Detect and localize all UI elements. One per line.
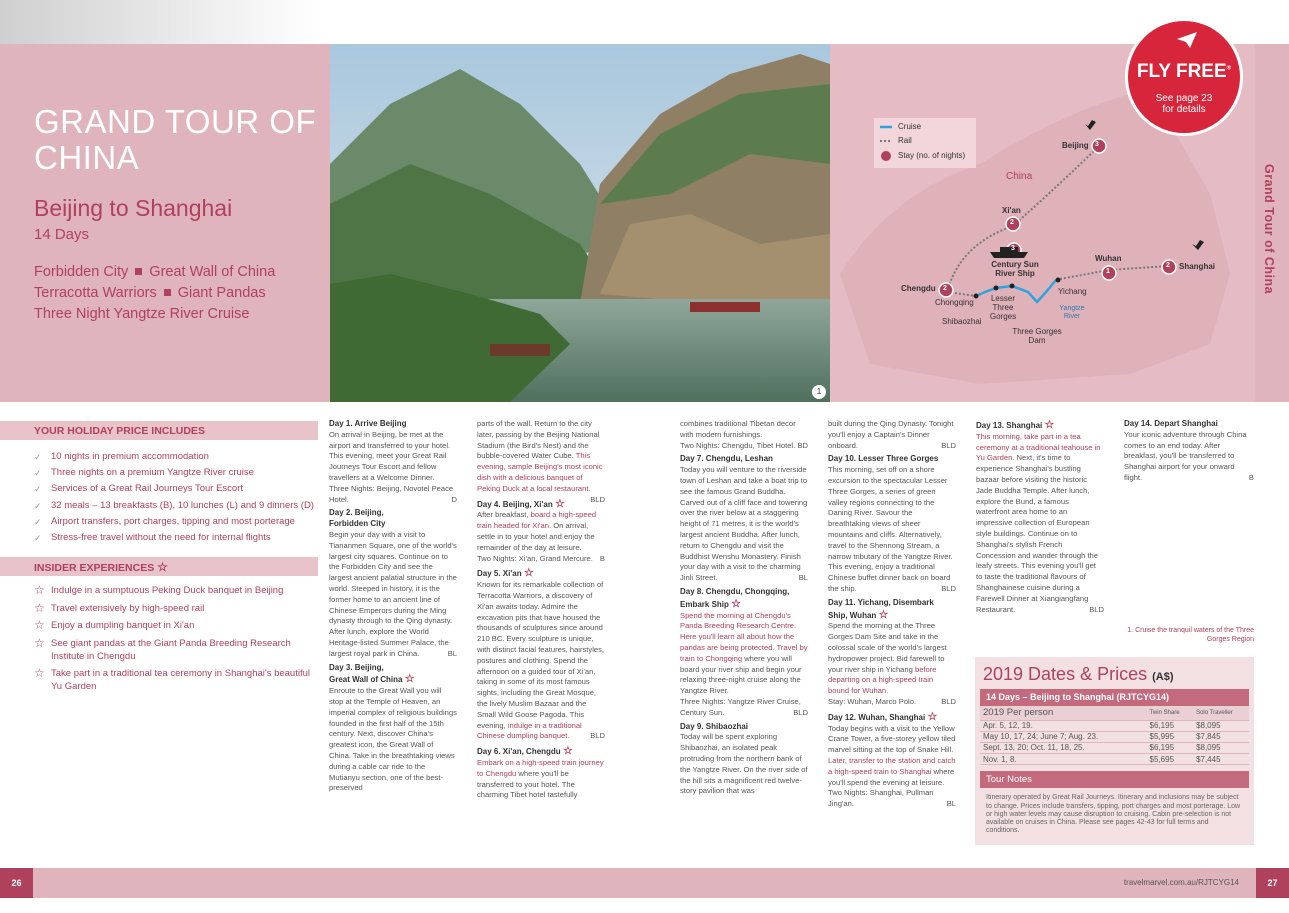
table-row: Sept. 13, 20; Oct. 11, 18, 25. $6,195 $8,095 xyxy=(980,742,1249,753)
fly-free-badge[interactable] xyxy=(1125,18,1243,136)
day-text: combines traditional Tibetan decor with modern furnishings. xyxy=(680,419,796,439)
day-text: Begin your day with a visit to Tiananmen Square, one of the world's largest city squares. Continue on to the Forbidden City and see the largest ancient palatial structure in the world. Steeped in history, it is the former home to an ancient line of Chinese Emperors during the Ming dynasty through to the Qing dynasty. After lunch, explore the World Heritage-listed Summer Palace, the largest royal park in China. BL xyxy=(329,529,457,658)
star-icon: ☆ xyxy=(731,597,742,610)
col-twin: Twin Share xyxy=(1147,706,1194,720)
itinerary-column-4 xyxy=(828,419,956,810)
route-subtitle: Beijing to Shanghai xyxy=(34,195,233,221)
day-heading: Day 11. Yichang, Disembark Ship, Wuhan ☆ xyxy=(828,597,934,621)
meals: B xyxy=(1248,472,1254,482)
photo-number-badge: 1 xyxy=(812,385,826,399)
city-chongqing: Chongqing xyxy=(935,298,974,307)
day-text: Spend the morning at Chengdu's Panda Breeding Research Centre. Here you'll learn all about how the pandas are being protected. Travel by train to Chongqing where you will board your river ship and begin your relaxing three-night cruise along the Yangtze River. xyxy=(680,610,808,696)
star-icon: ☆ xyxy=(34,600,45,615)
day-heading: Day 12. Wuhan, Shanghai ☆ xyxy=(828,710,938,723)
day-heading: Day 9. Shibaozhai xyxy=(680,721,749,731)
star-icon: ☆ xyxy=(1044,419,1055,431)
day-heading: Day 4. Beijing, Xi'an ☆ xyxy=(477,497,565,510)
itinerary-column-2 xyxy=(477,419,605,801)
day-text: Today will be spent exploring Shibaozhai, an isolated peak protruding from the northern bank of the Yangtze River. On the river side of the hill sits a magnificent red twelve-story pavilion that was xyxy=(680,732,808,796)
highlight: Giant Pandas xyxy=(177,285,266,301)
col-solo: Solo Traveller xyxy=(1193,706,1249,720)
day-text: Your iconic adventure through China comes to an end today. After breakfast, you'll be transferred to Shanghai airport for your onward flight. B xyxy=(1124,429,1254,482)
nights-wuhan: 1 xyxy=(1106,268,1110,275)
day-heading: Day 5. Xi'an ☆ xyxy=(477,567,534,580)
day-heading: Day 2. Beijing, Forbidden City xyxy=(329,508,386,529)
highlights-line-1 xyxy=(34,264,275,280)
highlight: Terracotta Warriors xyxy=(34,285,157,301)
day-text: After breakfast, board a high-speed train headed for Xi'an. On arrival, settle in to your hotel and enjoy the remainder of the day at leisure. xyxy=(477,510,597,552)
tour-code-bar: 14 Days – Beijing to Shanghai (RJTCYG14) xyxy=(980,689,1249,706)
side-tab xyxy=(1255,44,1289,402)
highlights-line-2 xyxy=(34,285,266,301)
lesser-three-gorges-label: Lesser Three Gorges xyxy=(989,294,1017,321)
gorge-photo xyxy=(330,44,830,402)
star-icon: ☆ xyxy=(562,745,573,758)
city-shibaozhai: Shibaozhai xyxy=(942,317,982,326)
itinerary-column-3 xyxy=(680,419,808,797)
day-stay: Stay: Wuhan, Marco Polo. BLD xyxy=(828,696,956,706)
paper-plane-icon xyxy=(1176,31,1198,49)
list-item: ☆ Take part in a traditional tea ceremony in Shanghai's beautiful Yu Garden xyxy=(34,666,311,692)
city-wuhan: Wuhan xyxy=(1095,254,1122,263)
highlight: Forbidden City xyxy=(34,264,129,280)
footer-bar xyxy=(0,868,1289,898)
meals: BL xyxy=(946,799,956,809)
day-text: Today begins with a visit to the Yellow Crane Tower, a five-storey yellow tiled marvel sitting at the top of Snake Hill. Later, transfer to the station and catch a high-speed train to Shanghai where you'll spend the evening at leisure. xyxy=(828,723,956,787)
table-header-row xyxy=(980,706,1249,720)
list-item: ☆ Enjoy a dumpling banquet in Xi'an xyxy=(34,618,195,632)
list-item: ✓ Stress-free travel without the need for internal flights xyxy=(34,530,319,546)
star-icon: ☆ xyxy=(878,608,889,621)
itinerary-column-1 xyxy=(329,419,457,794)
day-text: Enroute to the Great Wall you will stop at the Temple of Heaven, an imperial complex of religious buildings founded in the first half of the 15th century. Next, discover China's greatest icon, the Great Wall of China. Take in the breathtaking views during a cable car ride to the Mutianyu section, one of the best-preserved xyxy=(329,686,457,793)
star-icon: ☆ xyxy=(34,618,45,632)
page-number-right: 27 xyxy=(1256,868,1289,898)
footer-url[interactable]: travelmarvel.com.au/RJTCYG14 xyxy=(1123,878,1239,887)
day-heading: Day 14. Depart Shanghai xyxy=(1124,419,1218,428)
insider-heading: INSIDER EXPERIENCES ☆ xyxy=(0,557,318,576)
day-text: On arrival in Beijing, be met at the airport and transferred to your hotel. This evening, meet your Great Rail Journeys Tour Escort and fellow travellers at a Welcome Dinner. xyxy=(329,429,451,482)
day-text: Embark on a high-speed train journey to Chengdu where you'll be transferred to your hotel. The charming Tibet hotel tastefully xyxy=(477,757,604,800)
list-item: ☆ Indulge in a sumptuous Peking Duck banquet in Beijing xyxy=(34,583,284,597)
prices-title: 2019 Dates & Prices (A$) xyxy=(983,664,1174,684)
page-title: GRAND TOUR OF CHINA xyxy=(34,103,317,176)
top-gradient xyxy=(0,0,320,44)
meals: B xyxy=(599,553,605,563)
ship-label: Century Sun River Ship xyxy=(991,260,1039,278)
city-shanghai: Shanghai xyxy=(1179,262,1216,271)
day-heading: Day 10. Lesser Three Gorges xyxy=(828,454,939,464)
photo-caption: 1. Cruise the tranquil waters of the Three Gorges Region xyxy=(1127,627,1254,643)
side-tab-label: Grand Tour of China xyxy=(1262,164,1276,295)
day-heading: Day 3. Beijing, Great Wall of China ☆ xyxy=(329,662,415,686)
day-text: built during the Qing Dynasty. Tonight you'll enjoy a Captain's Dinner onboard. BLD xyxy=(828,419,956,450)
nights-xian: 2 xyxy=(1010,219,1014,226)
price-table xyxy=(980,706,1249,765)
day-stay: Two Nights: Chengdu, Tibet Hotel. BD xyxy=(680,440,808,450)
list-item: ✓ Airport transfers, port charges, tipping and most porterage xyxy=(34,514,319,530)
star-icon: ☆ xyxy=(34,635,45,650)
nights-ship: 3 xyxy=(1011,245,1015,252)
meals: BLD xyxy=(590,731,605,741)
page-number-left: 26 xyxy=(0,868,33,898)
nights-chengdu: 2 xyxy=(943,285,947,292)
fly-free-title: FLY FREE® xyxy=(1136,61,1232,82)
meals: BLD xyxy=(941,583,956,593)
star-icon: ☆ xyxy=(404,673,415,686)
star-icon: ☆ xyxy=(927,710,938,723)
duration: 14 Days xyxy=(34,226,90,243)
day-text: Known for its remarkable collection of Terracotta Warriors, a discovery of Xi'an awaits today. Admire the excavation pits that have housed the thousands of sculptures since around 210 BC. Every sculpture is unique, with distinct facial features, hairstyles, postures and clothing. Spend the afternoon on a guided tour of Xi'an, taking in some of its most famous sights, including the Great Mosque, the lively Muslim Bazaar and the Small Wild Goose Pagoda. This evening, indulge in a traditional Chinese dumpling banquet. BLD xyxy=(477,580,605,741)
meals: BL xyxy=(447,648,457,658)
day-stay: Two Nights: Shanghai, Pullman Jing'an. BL xyxy=(828,788,956,809)
meals: BLD xyxy=(1089,604,1104,614)
nights-beijing: 3 xyxy=(1095,141,1099,148)
tour-notes-heading: Tour Notes xyxy=(980,771,1249,788)
day-heading: Day 6. Xi'an, Chengdu ☆ xyxy=(477,745,573,758)
day-heading: Day 8. Chengdu, Chongqing, Embark Ship ☆ xyxy=(680,586,790,610)
table-row: May 10, 17, 24; June 7; Aug. 23. $5,995 $7,845 xyxy=(980,731,1249,742)
star-icon: ☆ xyxy=(157,560,168,574)
nights-shanghai: 2 xyxy=(1166,262,1170,269)
meals: BLD xyxy=(590,494,605,504)
square-bullet-icon xyxy=(164,289,171,296)
list-item: ✓ 10 nights in premium accommodation xyxy=(34,449,319,465)
day-heading: Day 1. Arrive Beijing xyxy=(329,419,407,428)
meals: D xyxy=(451,494,457,504)
includes-heading: YOUR HOLIDAY PRICE INCLUDES xyxy=(0,421,318,440)
day-stay: Three Nights: Yangtze River Cruise, Century Sun. BLD xyxy=(680,696,808,717)
table-row: Apr. 5, 12, 19. $6,195 $8,095 xyxy=(980,720,1249,731)
star-icon: ☆ xyxy=(523,567,534,580)
meals: BLD xyxy=(941,440,956,450)
star-icon: ☆ xyxy=(554,497,565,510)
highlights-line-3: Three Night Yangtze River Cruise xyxy=(34,306,250,322)
list-item: ☆ Travel extensively by high-speed rail xyxy=(34,600,205,615)
day-stay: Two Nights: Xi'an, Grand Mercure. B xyxy=(477,553,605,563)
river-label: Yangtze River xyxy=(1059,305,1085,320)
city-yichang: Yichang xyxy=(1058,287,1087,296)
fly-free-note: See page 23 for details xyxy=(1155,93,1213,115)
day-text: This morning, set off on a shore excursion to the spectacular Lesser Three Gorges, a series of green valley regions connecting to the Daning River. Savour the breathtaking views of sheer mountains and cliffs. Alternatively, travel to the Shennong Stream, a narrow tributary of the Yangtze River. This evening, enjoy a traditional Chinese buffet dinner back on board the ship. BLD xyxy=(828,465,956,593)
city-chengdu: Chengdu xyxy=(901,284,936,293)
list-item: ✓ 32 meals – 13 breakfasts (B), 10 lunches (L) and 9 dinners (D) xyxy=(34,498,319,514)
dam-label: Three Gorges Dam xyxy=(1012,327,1062,345)
includes-list xyxy=(34,449,319,546)
itinerary-column-6 xyxy=(1124,419,1254,484)
prices-box xyxy=(975,657,1254,845)
itinerary-column-5 xyxy=(976,419,1104,615)
tour-notes: Itinerary operated by Great Rail Journeys. Itinerary and inclusions may be subject to change. Prices include transfers, tipping, port charges and most porterage. Low or high water levels may cause disruption to cruising. Cabin pre-selection is not available on cruises in China. Please see pages 42-43 for full terms and conditions. xyxy=(986,794,1241,835)
day-stay: Three Nights: Beijing, Novotel Peace Hotel. D xyxy=(329,483,457,504)
highlight: Great Wall of China xyxy=(149,264,276,280)
star-icon: ☆ xyxy=(34,583,45,597)
legend-rail: Rail xyxy=(898,136,912,145)
legend-cruise: Cruise xyxy=(898,122,922,131)
country-label: China xyxy=(1006,171,1033,182)
day-text: Spend the morning at the Three Gorges Dam Site and take in the colossal scale of the world's largest hydropower project. Bid farewell to your river ship in Yichang before departing on a high-speed train bound for Wuhan. xyxy=(828,621,947,696)
hero-panel xyxy=(0,44,330,402)
day-text: parts of the wall. Return to the city later, passing by the Beijing National Stadium (the Bird's Nest) and the bubble-covered Water Cube. This evening, sample Beijing's most iconic dish with a delicious banquet of Peking Duck at a local restaurant. BLD xyxy=(477,419,605,504)
day-heading: Day 13. Shanghai ☆ xyxy=(976,419,1055,431)
day-heading: Day 7. Chengdu, Leshan xyxy=(680,454,773,464)
city-beijing: Beijing xyxy=(1062,141,1089,150)
meals: BL xyxy=(798,573,808,583)
legend-stay: Stay (no. of nights) xyxy=(898,151,966,160)
insider-list xyxy=(34,584,319,698)
list-item: ✓ Services of a Great Rail Journeys Tour Escort xyxy=(34,481,319,497)
table-row: Nov. 1, 8. $5,695 $7,445 xyxy=(980,754,1249,765)
city-xian: Xi'an xyxy=(1002,206,1021,215)
day-text: This morning, take part in a tea ceremony at a traditional teahouse in Yu Garden. Next, it's time to experience Shanghai's bustling bazaar before visiting the historic Jade Buddha Temple. After lunch, explore the Bund, a famous waterfront area home to an impressive collection of European style buildings. Continue on to Shanghai's stylish French Concession and wander through the leafy streets. This evening you'll get to taste the traditional flavours of Shanghainese cuisine during a Farewell Dinner at Xiangiangfang Restaurant. BLD xyxy=(976,431,1104,614)
meals: BLD xyxy=(793,707,808,717)
day-text: Today you will venture to the riverside town of Leshan and take a boat trip to see the famous Grand Buddha. Carved out of a cliff face and towering over the river below at a staggering height of 71 metres, it is the world's largest ancient Buddha. After lunch, return to Chengdu and visit the Buddhist Wenshu Monastery. Finish your day with a visit to the charming Jinli Street. BL xyxy=(680,465,808,583)
star-icon: ☆ xyxy=(34,666,45,680)
list-item: ☆ See giant pandas at the Giant Panda Breeding Research Institute in Chengdu xyxy=(34,635,291,662)
meals: BLD xyxy=(941,696,956,706)
list-item: ✓ Three nights on a premium Yangtze River cruise xyxy=(34,465,319,481)
square-bullet-icon xyxy=(135,268,142,275)
meals: BD xyxy=(797,440,808,450)
per-person-label: 2019 Per person xyxy=(980,706,1147,720)
